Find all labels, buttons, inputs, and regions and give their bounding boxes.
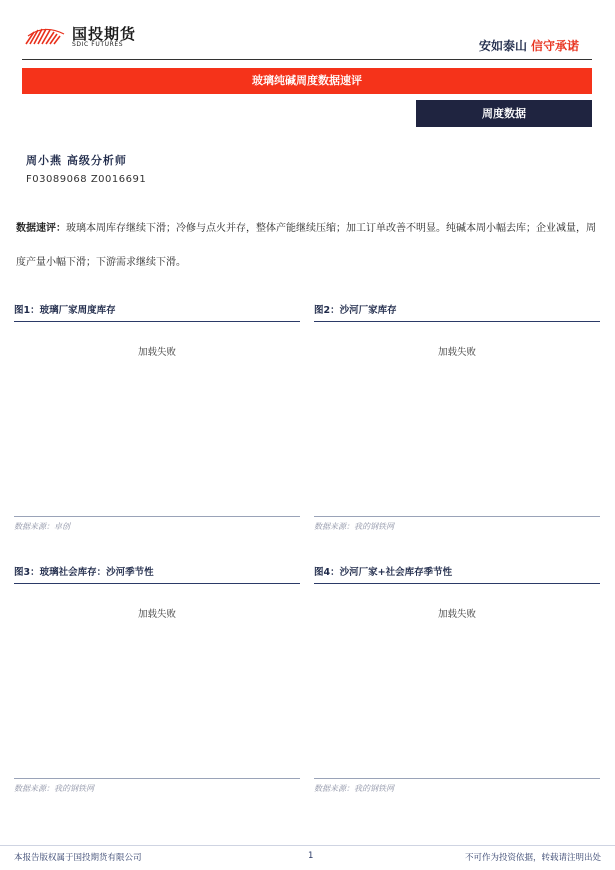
load-failed-text: 加载失败	[437, 347, 476, 358]
figure-source: 数据来源：卓创	[14, 522, 70, 531]
footer-disclaimer: 不可作为投资依据，转载请注明出处	[464, 853, 601, 863]
figure-title: 图2：沙河厂家库存	[314, 305, 397, 316]
figure-1	[14, 302, 300, 536]
report-title-banner: 玻璃纯碱周度数据速评	[22, 68, 592, 94]
figure-image-area	[14, 322, 300, 516]
figure-bottom-divider	[14, 778, 300, 779]
figure-4	[314, 564, 600, 798]
figure-bottom-divider	[314, 778, 600, 779]
footer-divider	[0, 845, 615, 846]
summary-text: 玻璃本周库存继续下滑；冷修与点火并存，整体产能继续压缩；加工订单改善不明显。纯碱本周小幅去库；企业减量，周度产量小幅下滑；下游需求继续下滑。	[16, 223, 596, 268]
report-type-tag: 周度数据	[416, 100, 592, 127]
figure-image-area	[314, 584, 600, 778]
figure-title: 图3：玻璃社会库存：沙河季节性	[14, 567, 154, 578]
logo-mark-icon	[24, 26, 68, 46]
data-summary	[16, 212, 602, 280]
logo-english-name: SDIC FUTURES	[72, 41, 124, 48]
footer-copyright: 本报告版权属于国投期货有限公司	[14, 853, 142, 863]
header-divider	[22, 59, 592, 60]
load-failed-text: 加载失败	[437, 609, 476, 620]
figure-bottom-divider	[314, 516, 600, 517]
slogan-part-2: 信守承诺	[530, 39, 579, 53]
summary-label: 数据速评：	[16, 223, 66, 234]
load-failed-text: 加载失败	[137, 347, 176, 358]
figure-source: 数据来源：我的钢铁网	[14, 784, 94, 793]
figure-title: 图1：玻璃厂家周度库存	[14, 305, 116, 316]
figure-source: 数据来源：我的钢铁网	[314, 784, 394, 793]
figure-3	[14, 564, 300, 798]
author-certificate-numbers: F03089068 Z0016691	[26, 174, 147, 185]
slogan-part-1: 安如泰山	[478, 39, 527, 53]
figure-title: 图4：沙河厂家+社会库存季节性	[314, 567, 453, 578]
slogan	[479, 37, 579, 54]
figure-2	[314, 302, 600, 536]
figure-bottom-divider	[14, 516, 300, 517]
figure-source: 数据来源：我的钢铁网	[314, 522, 394, 531]
load-failed-text: 加载失败	[137, 609, 176, 620]
page-number: 1	[308, 851, 314, 861]
company-logo	[24, 22, 164, 50]
logo-chinese-name: 国投期货	[72, 25, 137, 43]
figure-image-area	[14, 584, 300, 778]
author-name-title: 周小燕 高级分析师	[26, 154, 127, 167]
figure-image-area	[314, 322, 600, 516]
